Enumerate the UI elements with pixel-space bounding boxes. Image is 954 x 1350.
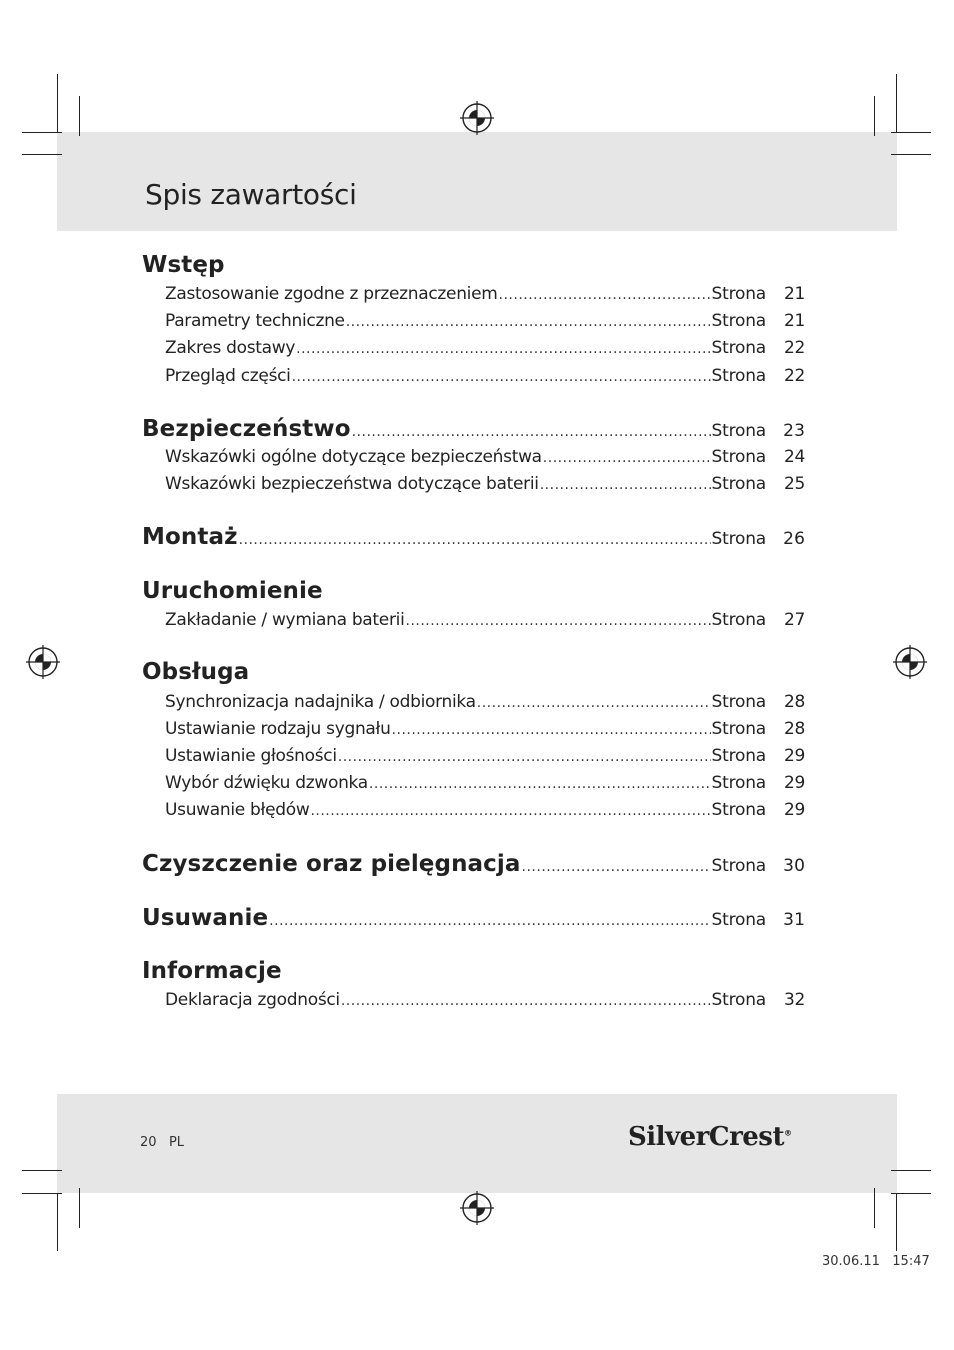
registration-mark-icon (460, 1191, 494, 1225)
toc-entry[interactable] (165, 366, 805, 386)
crop-mark-line (22, 132, 62, 133)
toc-section-heading[interactable] (142, 958, 805, 984)
crop-mark-line (79, 96, 80, 136)
dot-leader (341, 993, 711, 1009)
page-number: 28 (783, 719, 805, 739)
toc-entry[interactable] (165, 746, 805, 766)
dot-leader (292, 369, 711, 385)
page-number: 30 (783, 856, 805, 876)
page-number: 21 (783, 284, 805, 304)
toc-section-heading[interactable] (142, 252, 805, 278)
section-title: Informacje (142, 958, 282, 984)
page-word: Strona (711, 338, 766, 358)
section-title: Montaż (142, 524, 238, 550)
dot-leader (522, 859, 711, 875)
silvercrest-logo (628, 1122, 791, 1152)
entry-title: Zakładanie / wymiana baterii (165, 610, 405, 630)
page-number: 25 (783, 474, 805, 494)
entry-title: Zastosowanie zgodne z przeznaczeniem (165, 284, 498, 304)
page-number: 26 (783, 529, 805, 549)
crop-mark-line (891, 154, 931, 155)
toc-entry[interactable] (165, 474, 805, 494)
toc-entry[interactable] (165, 338, 805, 358)
dot-leader (540, 477, 711, 493)
section-title: Usuwanie (142, 905, 269, 931)
page-number: 20 (140, 1135, 157, 1150)
crop-mark-line (57, 74, 58, 132)
page-number: 32 (783, 990, 805, 1010)
toc-section-heading[interactable] (142, 905, 805, 931)
language-code: PL (168, 1135, 185, 1150)
page-number: 29 (783, 773, 805, 793)
crop-mark-line (22, 154, 62, 155)
page-word: Strona (711, 910, 766, 930)
toc-entry[interactable] (165, 692, 805, 712)
crop-mark-line (57, 1193, 58, 1251)
page-word: Strona (711, 800, 766, 820)
crop-mark-line (79, 1188, 80, 1228)
registration-mark-icon (26, 645, 60, 679)
page-word: Strona (711, 366, 766, 386)
page-word: Strona (711, 311, 766, 331)
crop-mark-line (874, 96, 875, 136)
page-word: Strona (711, 719, 766, 739)
toc-entry[interactable] (165, 990, 805, 1010)
entry-title: Deklaracja zgodności (165, 990, 340, 1010)
dot-leader (392, 722, 711, 738)
entry-title: Synchronizacja nadajnika / odbiornika (165, 692, 476, 712)
page-number: 31 (783, 910, 805, 930)
dot-leader (269, 913, 710, 929)
dot-leader (543, 450, 711, 466)
crop-mark-line (891, 1193, 931, 1194)
crop-mark-line (896, 74, 897, 132)
dot-leader (346, 314, 711, 330)
page-word: Strona (711, 692, 766, 712)
page-number: 29 (783, 800, 805, 820)
toc-section-heading[interactable] (142, 524, 805, 550)
page-number: 29 (783, 746, 805, 766)
toc-entry[interactable] (165, 610, 805, 630)
section-title: Wstęp (142, 252, 225, 278)
crop-mark-line (22, 1170, 62, 1171)
dot-leader (499, 287, 711, 303)
toc-entry[interactable] (165, 773, 805, 793)
section-title: Uruchomienie (142, 578, 323, 604)
entry-title: Przegląd części (165, 366, 291, 386)
page-number: 24 (783, 447, 805, 467)
toc-entry[interactable] (165, 447, 805, 467)
toc-entry[interactable] (165, 719, 805, 739)
page-word: Strona (711, 610, 766, 630)
entry-title: Usuwanie błędów (165, 800, 310, 820)
entry-title: Wybór dźwięku dzwonka (165, 773, 368, 793)
dot-leader (310, 803, 710, 819)
footer-page-info (140, 1135, 184, 1150)
page-number: 28 (783, 692, 805, 712)
page-word: Strona (711, 529, 766, 549)
section-title: Obsługa (142, 659, 250, 685)
entry-title: Ustawianie rodzaju sygnału (165, 719, 391, 739)
dot-leader (369, 776, 711, 792)
page-word: Strona (711, 421, 766, 441)
crop-mark-line (874, 1188, 875, 1228)
page-word: Strona (711, 447, 766, 467)
toc-section-heading[interactable] (142, 416, 805, 442)
entry-title: Wskazówki ogólne dotyczące bezpieczeństwa (165, 447, 542, 467)
entry-title: Parametry techniczne (165, 311, 345, 331)
entry-title: Ustawianie głośności (165, 746, 337, 766)
toc-section-heading[interactable] (142, 578, 805, 604)
section-title: Bezpieczeństwo (142, 416, 351, 442)
print-timestamp: 30.06.11 15:47 (822, 1254, 930, 1269)
page-word: Strona (711, 746, 766, 766)
registration-mark-icon (893, 645, 927, 679)
page-word: Strona (711, 856, 766, 876)
toc-section-heading[interactable] (142, 659, 805, 685)
page-number: 21 (783, 311, 805, 331)
toc-section-heading[interactable] (142, 851, 805, 877)
dot-leader (296, 341, 710, 357)
page-number: 27 (783, 610, 805, 630)
crop-mark-line (891, 1170, 931, 1171)
entry-title: Wskazówki bezpieczeństwa dotyczące baterii (165, 474, 539, 494)
page-number: 22 (783, 338, 805, 358)
brand-name: SilverCrest (628, 1122, 784, 1152)
page-title: Spis zawartości (145, 178, 357, 211)
section-title: Czyszczenie oraz pielęgnacja (142, 851, 521, 877)
page-word: Strona (711, 773, 766, 793)
entry-title: Zakres dostawy (165, 338, 296, 358)
dot-leader (406, 613, 711, 629)
crop-mark-line (891, 132, 931, 133)
dot-leader (477, 695, 711, 711)
toc-entry[interactable] (165, 311, 805, 331)
page-word: Strona (711, 284, 766, 304)
page-number: 23 (783, 421, 805, 441)
dot-leader (352, 424, 711, 440)
crop-mark-line (896, 1193, 897, 1251)
toc-entry[interactable] (165, 800, 805, 820)
toc-entry[interactable] (165, 284, 805, 304)
dot-leader (338, 749, 711, 765)
page-number: 22 (783, 366, 805, 386)
registration-mark-icon (460, 101, 494, 135)
page-word: Strona (711, 474, 766, 494)
dot-leader (239, 532, 711, 548)
page-word: Strona (711, 990, 766, 1010)
trademark-symbol: ® (783, 1128, 792, 1138)
crop-mark-line (22, 1193, 62, 1194)
